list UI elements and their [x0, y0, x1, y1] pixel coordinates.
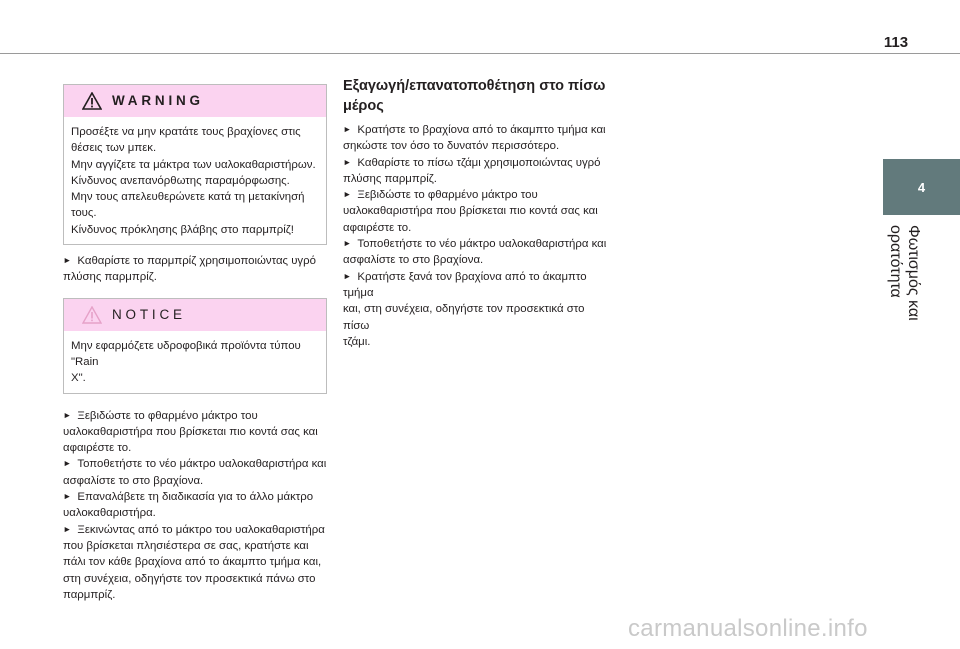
step-line: Ξεβιδώστε το φθαρμένο μάκτρο του [77, 409, 258, 422]
notice-label: NOTICE [112, 306, 186, 322]
step-line: Τοποθετήστε το νέο μάκτρο υαλοκαθαριστήρα και [77, 458, 327, 471]
bullet-arrow-icon: ► [63, 523, 72, 534]
step-line: πλύσης παρμπρίζ. [63, 271, 157, 284]
warning-line: Κίνδυνος πρόκλησης βλάβης στο παρμπρίζ! [71, 223, 294, 236]
step-line: ασφαλίστε το στο βραχίονα. [343, 254, 484, 267]
warning-header [64, 85, 326, 117]
clean-windscreen-step [63, 253, 327, 286]
step-line: ασφαλίστε το στο βραχίονα. [63, 474, 204, 487]
left-steps [63, 408, 327, 604]
bullet-arrow-icon: ► [343, 189, 352, 200]
step-line: στη συνέχεια, οδηγήστε τον προσεκτικά πάνω στο [63, 572, 316, 585]
right-steps [343, 122, 607, 350]
notice-line: X". [71, 372, 86, 385]
step-line: Τοποθετήστε το νέο μάκτρο υαλοκαθαριστήρα και [357, 238, 607, 251]
step-line: υαλοκαθαριστήρα. [63, 507, 156, 520]
step-line: αφαιρέστε το. [63, 442, 132, 455]
bullet-arrow-icon: ► [343, 156, 352, 167]
bullet-arrow-icon: ► [343, 124, 352, 134]
chapter-title: Φωτισμός και ορατότητα [887, 225, 922, 321]
notice-line: Μην εφαρμόζετε υδροφοβικά προϊόντα τύπου "Rain [71, 339, 301, 368]
right-column [343, 76, 607, 350]
bullet-arrow-icon: ► [63, 255, 72, 266]
bullet-arrow-icon: ► [343, 270, 352, 281]
step-line: σηκώστε τον όσο το δυνατόν περισσότερο. [343, 140, 560, 153]
step-line: Ξεκινώντας από το μάκτρο του υαλοκαθαριστήρα [77, 523, 325, 536]
step-line: αφαιρέστε το. [343, 221, 412, 234]
left-column [63, 84, 327, 603]
bullet-arrow-icon: ► [63, 409, 72, 420]
warning-line: Μην αγγίζετε τα μάκτρα των υαλοκαθαριστήρων. [71, 158, 316, 171]
notice-triangle-icon [82, 306, 102, 324]
warning-triangle-icon [82, 92, 102, 110]
step-line: Καθαρίστε το πίσω τζάμι χρησιμοποιώντας υγρό [357, 156, 601, 169]
step-line: παρμπρίζ. [63, 588, 116, 601]
warning-line: Προσέξτε να μην κρατάτε τους βραχίονες στις [71, 126, 301, 138]
step-line: που βρίσκεται πλησιέστερα σε σας, κρατήστε και [63, 539, 309, 552]
warning-line: Μην τους απελευθερώνετε κατά τη μετακίνησή τους. [71, 191, 305, 220]
step-line: τζάμι. [343, 335, 371, 348]
step-line: Ξεβιδώστε το φθαρμένο μάκτρο του [357, 189, 538, 202]
notice-box [63, 298, 327, 394]
bullet-arrow-icon: ► [63, 458, 72, 469]
warning-body [64, 117, 326, 244]
bullet-arrow-icon: ► [63, 491, 72, 502]
step-line: πλύσης παρμπρίζ. [343, 172, 437, 185]
step-line: Επαναλάβετε τη διαδικασία για το άλλο μάκτρο [77, 491, 314, 504]
step-line: πάλι τον κάθε βραχίονα από το άκαμπτο τμήμα και, [63, 556, 322, 569]
notice-body [64, 331, 326, 393]
chapter-tab: 4 [883, 159, 960, 215]
notice-header [64, 299, 326, 331]
step-line: Κρατήστε ξανά τον βραχίονα από το άκαμπτο τμήμα [343, 270, 587, 299]
warning-box [63, 84, 327, 245]
watermark-text: carmanualsonline.info [628, 615, 868, 642]
warning-line: θέσεις των μπεκ. [71, 142, 157, 155]
header-rule [0, 53, 960, 54]
step-line: υαλοκαθαριστήρα που βρίσκεται πιο κοντά σας και [343, 205, 598, 218]
section-heading: Εξαγωγή/επανατοποθέτηση στο πίσω μέρος [343, 78, 606, 114]
page-number: 113 [883, 34, 909, 51]
bullet-arrow-icon: ► [343, 238, 352, 249]
warning-line: Κίνδυνος ανεπανόρθωτης παραμόρφωσης. [71, 174, 290, 187]
step-line: Καθαρίστε το παρμπρίζ χρησιμοποιώντας υγρό [77, 255, 316, 268]
step-line: Κρατήστε το βραχίονα από το άκαμπτο τμήμα και [357, 124, 606, 136]
step-line: υαλοκαθαριστήρα που βρίσκεται πιο κοντά σας και [63, 425, 318, 438]
warning-label: WARNING [112, 92, 204, 108]
step-line: και, στη συνέχεια, οδηγήστε τον προσεκτικά στο πίσω [343, 303, 585, 332]
